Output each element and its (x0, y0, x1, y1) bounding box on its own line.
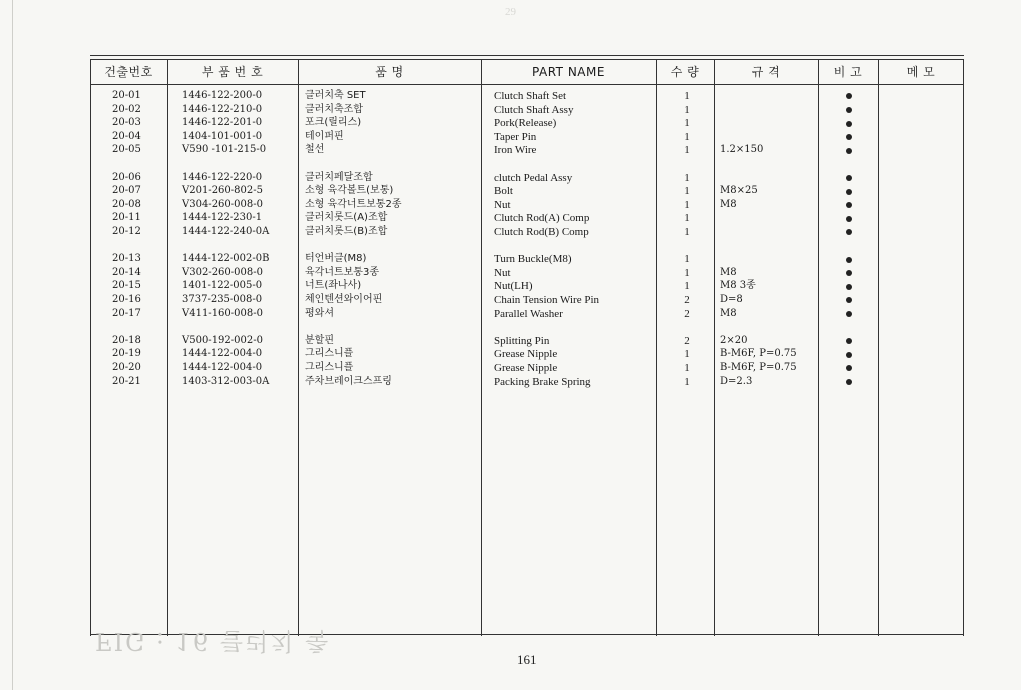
cell-korean-name: 클러치롯드(A)조합 (305, 212, 388, 224)
cell-part-name: Nut (494, 266, 511, 279)
cell-part-name: Nut(LH) (494, 280, 533, 293)
note-dot-icon (842, 347, 856, 361)
cell-quantity: 1 (684, 253, 690, 266)
cell-part-name: Splitting Pin (494, 334, 550, 347)
table-row (90, 266, 964, 280)
page-edge (12, 0, 13, 690)
cell-part-name: Turn Buckle(M8) (494, 253, 572, 266)
table-row (90, 225, 964, 239)
cell-code: 20-02 (112, 103, 141, 115)
cell-part-name: Clutch Shaft Assy (494, 103, 574, 116)
header-korean-name: 품 명 (375, 65, 404, 79)
header-part-no: 부 품 번 호 (201, 65, 264, 79)
table-row (90, 361, 964, 375)
table-row (90, 143, 964, 157)
cell-quantity: 1 (684, 198, 690, 211)
table-row (90, 307, 964, 321)
cell-korean-name: 클러치롯드(B)조합 (305, 226, 388, 237)
cell-code: 20-11 (112, 212, 141, 224)
cell-part-number: 1446-122-220-0 (182, 171, 263, 183)
note-dot-icon (842, 143, 856, 157)
cell-code: 20-07 (112, 185, 141, 197)
cell-quantity: 1 (684, 117, 690, 130)
cell-code: 20-06 (112, 171, 141, 183)
table-row (90, 347, 964, 361)
cell-part-number: V590 -101-215-0 (182, 144, 267, 156)
cell-part-name: Pork(Release) (494, 117, 557, 130)
table-row (90, 375, 964, 389)
cell-spec: M8 (720, 198, 737, 210)
cell-korean-name: 너트(좌나사) (305, 280, 362, 292)
table-row (90, 334, 964, 348)
cell-part-name: Clutch Shaft Set (494, 90, 567, 102)
cell-quantity: 1 (684, 375, 690, 388)
cell-korean-name: 클러치축 SET (305, 90, 366, 101)
cell-korean-name: 클러치페달조합 (305, 171, 373, 183)
cell-spec: D=8 (720, 294, 743, 305)
note-dot-icon (842, 279, 856, 293)
note-dot-icon (842, 171, 856, 185)
note-dot-icon (842, 252, 856, 266)
cell-part-number: V411-160-008-0 (182, 307, 263, 319)
note-dot-icon (842, 103, 856, 117)
page-number: 161 (517, 652, 537, 667)
cell-part-number: 1403-312-003-0A (182, 375, 270, 387)
header-qty: 수 량 (670, 65, 700, 79)
table-row (90, 293, 964, 307)
cell-korean-name: 그리스니플 (305, 362, 354, 373)
note-dot-icon (842, 211, 856, 225)
cell-code: 20-05 (112, 144, 141, 156)
cell-spec: M8×25 (720, 185, 758, 197)
bleed-through-caption: FIG : 16 클러치 축 (95, 627, 331, 655)
table-row (90, 279, 964, 293)
cell-korean-name: 포크(릴리스) (305, 117, 362, 129)
note-dot-icon (842, 266, 856, 280)
table-row (90, 184, 964, 198)
table-row (90, 116, 964, 130)
note-dot-icon (842, 375, 856, 389)
cell-part-name: clutch Pedal Assy (494, 171, 573, 184)
table-row (90, 130, 964, 144)
cell-part-name: Bolt (494, 185, 513, 198)
cell-code: 20-08 (112, 198, 141, 210)
header-part-name: PART NAME (532, 65, 605, 79)
cell-part-name: Parallel Washer (494, 307, 563, 320)
parts-table (90, 55, 964, 636)
cell-quantity: 1 (684, 212, 690, 225)
table-row (90, 211, 964, 225)
cell-korean-name: 테이퍼핀 (305, 130, 344, 142)
note-dot-icon (842, 130, 856, 144)
cell-korean-name: 육각너트보통3종 (305, 266, 379, 278)
cell-code: 20-20 (112, 362, 141, 373)
cell-part-name: Grease Nipple (494, 362, 558, 374)
cell-part-number: 1444-122-240-0A (182, 226, 270, 237)
note-dot-icon (842, 225, 856, 239)
cell-part-number: 1401-122-005-0 (182, 280, 263, 292)
cell-part-name: Clutch Rod(B) Comp (494, 226, 589, 238)
cell-code: 20-18 (112, 334, 141, 346)
cell-spec: D=2.3 (720, 375, 753, 387)
cell-korean-name: 철선 (305, 144, 325, 156)
cell-part-name: Nut (494, 198, 511, 211)
cell-code: 20-03 (112, 117, 141, 129)
cell-spec: M8 (720, 266, 737, 278)
cell-korean-name: 체인텐션와이어핀 (305, 294, 383, 305)
cell-korean-name: 평와셔 (305, 307, 334, 319)
cell-part-number: 1444-122-002-0B (182, 253, 270, 265)
table-header (90, 59, 964, 85)
table-row (90, 252, 964, 266)
note-dot-icon (842, 334, 856, 348)
header-note: 비 고 (833, 65, 863, 79)
cell-spec: B-M6F, P=0.75 (720, 348, 797, 360)
cell-part-name: Chain Tension Wire Pin (494, 294, 600, 306)
cell-quantity: 2 (684, 294, 690, 306)
cell-quantity: 1 (684, 280, 690, 293)
cell-part-number: 1446-122-200-0 (182, 90, 263, 101)
table-row (90, 171, 964, 185)
cell-quantity: 1 (684, 144, 690, 157)
cell-quantity: 1 (684, 103, 690, 116)
cell-code: 20-12 (112, 226, 141, 237)
cell-korean-name: 클러치축조합 (305, 103, 363, 115)
cell-part-name: Clutch Rod(A) Comp (494, 212, 590, 225)
cell-korean-name: 소형 육각너트보통2종 (305, 198, 402, 210)
cell-code: 20-14 (112, 266, 141, 278)
cell-part-number: 1446-122-210-0 (182, 103, 263, 115)
cell-quantity: 2 (684, 307, 690, 320)
cell-part-number: 1446-122-201-0 (182, 117, 263, 129)
header-code: 건출번호 (104, 65, 153, 79)
note-dot-icon (842, 198, 856, 212)
table-row (90, 103, 964, 117)
cell-spec: B-M6F, P=0.75 (720, 362, 797, 373)
cell-part-number: V500-192-002-0 (182, 334, 263, 346)
top-page-mark: 29 (505, 6, 516, 18)
cell-quantity: 1 (684, 348, 690, 361)
note-dot-icon (842, 89, 856, 103)
cell-code: 20-19 (112, 348, 141, 360)
cell-korean-name: 그리스니플 (305, 348, 354, 360)
table-row (90, 89, 964, 103)
cell-quantity: 1 (684, 171, 690, 184)
cell-code: 20-01 (112, 90, 141, 101)
cell-quantity: 1 (684, 266, 690, 279)
cell-code: 20-17 (112, 307, 141, 319)
cell-spec: M8 3종 (720, 280, 756, 292)
cell-part-name: Packing Brake Spring (494, 375, 591, 388)
cell-part-name: Taper Pin (494, 130, 537, 143)
cell-spec: 2×20 (720, 334, 748, 346)
cell-korean-name: 터언버클(M8) (305, 253, 367, 265)
table-row (90, 198, 964, 212)
note-dot-icon (842, 184, 856, 198)
cell-quantity: 2 (684, 334, 690, 347)
cell-quantity: 1 (684, 130, 690, 143)
cell-quantity: 1 (684, 362, 690, 374)
cell-korean-name: 소형 육각볼트(보통) (305, 185, 394, 197)
cell-korean-name: 주차브레이크스프링 (305, 375, 392, 387)
note-dot-icon (842, 293, 856, 307)
cell-code: 20-13 (112, 253, 141, 265)
cell-code: 20-04 (112, 130, 141, 142)
note-dot-icon (842, 116, 856, 130)
cell-korean-name: 분할핀 (305, 334, 334, 346)
header-spec: 규 격 (751, 65, 781, 79)
header-memo: 메 모 (906, 65, 936, 79)
cell-spec: M8 (720, 307, 737, 319)
cell-code: 20-21 (112, 375, 141, 387)
note-dot-icon (842, 361, 856, 375)
cell-part-number: V304-260-008-0 (182, 198, 263, 210)
cell-code: 20-16 (112, 294, 141, 305)
cell-part-number: 1444-122-230-1 (182, 212, 263, 224)
cell-part-number: 3737-235-008-0 (182, 294, 263, 305)
note-dot-icon (842, 307, 856, 321)
cell-part-number: V302-260-008-0 (182, 266, 263, 278)
cell-part-number: 1404-101-001-0 (182, 130, 263, 142)
cell-quantity: 1 (684, 185, 690, 198)
cell-code: 20-15 (112, 280, 141, 292)
cell-part-name: Grease Nipple (494, 348, 558, 361)
cell-quantity: 1 (684, 90, 690, 102)
cell-part-number: 1444-122-004-0 (182, 362, 263, 373)
cell-part-name: Iron Wire (494, 144, 537, 157)
cell-part-number: V201-260-802-5 (182, 185, 263, 197)
cell-part-number: 1444-122-004-0 (182, 348, 263, 360)
cell-spec: 1.2×150 (720, 144, 764, 156)
cell-quantity: 1 (684, 226, 690, 238)
